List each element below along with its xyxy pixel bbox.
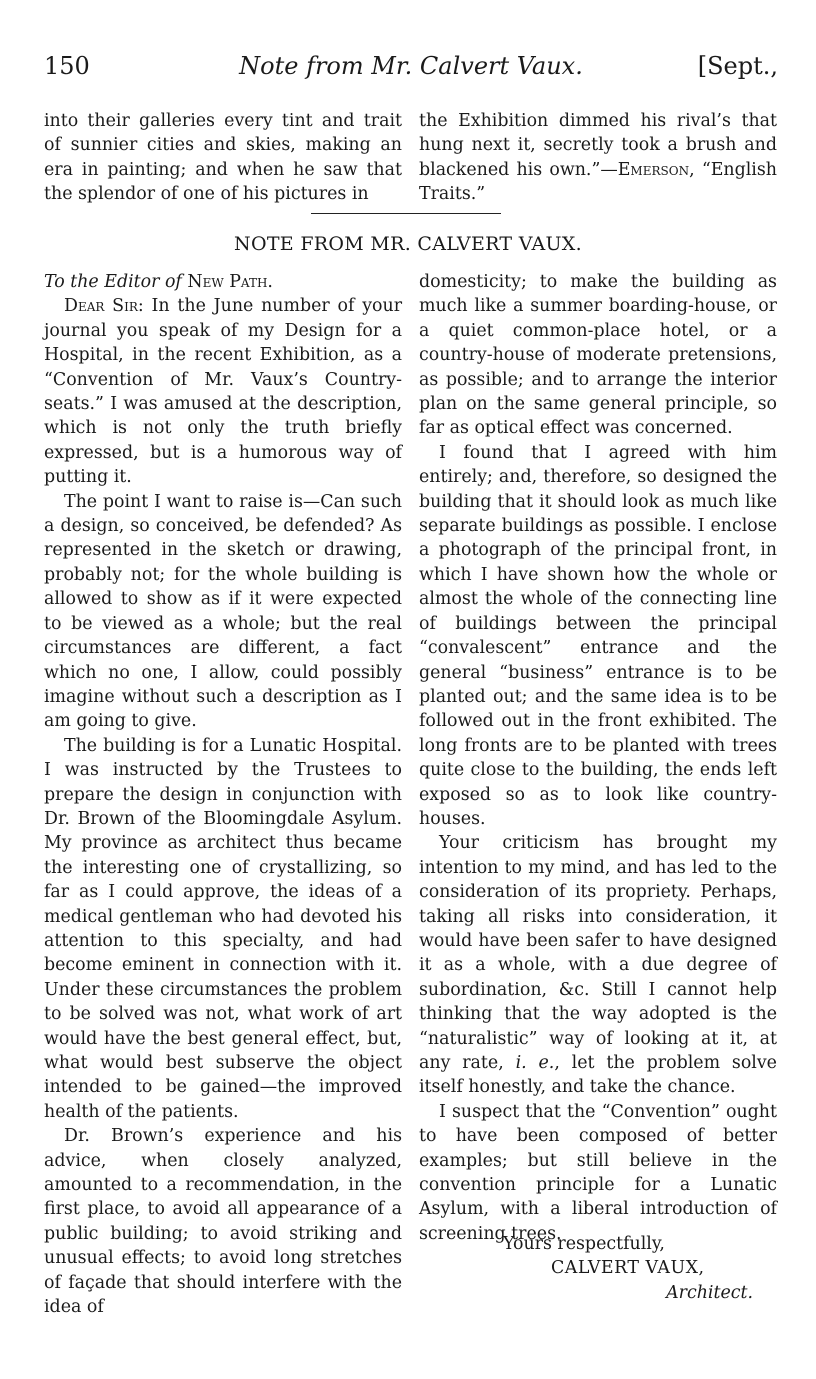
prior-article-source: , “English Traits.” [419, 159, 777, 205]
paragraph-5: I found that I agreed with him entirely; and, therefore, so designed the building that it should look as much like separate buildings as possible. I enclose a photograph of the principal front, in which I have shown how the whole or almost the whole of the connecting line of buildings between the principal “convalescent” entrance and the general “business” entrance is to be planted out; and the same idea is to be followed out in the front exhibited. The long fronts are to be planted with trees quite close to the building, the ends left exposed so as to look like country-houses. [419, 442, 777, 829]
section-divider [311, 213, 501, 214]
article-left-column [44, 270, 402, 1319]
greeting: Dear Sir [64, 296, 138, 317]
author-role: Architect. [666, 1282, 753, 1303]
paragraph-3: The building is for a Lunatic Hospital. I was instructed by the Trustees to prepare the design in conjunction with Dr. Brown of the Bloomingdale Asylum. My province as architect thus became the interesting one of crystallizing, so far as I could approve, the ideas of a medical gentleman who had devoted his attention to this specialty, and had become eminent in connection with it. Under these circumstances the problem to be solved was not, what work of art would have the best general effect, but, what would best subserve the object intended to be gained—the improved health of the patients. [44, 735, 402, 1122]
prior-article-left-text: into their galleries every tint and trait of sunnier cities and skies, making an era in painting; and when he saw that the splendor of one of his pictures in [44, 111, 402, 205]
prior-article-left-column [44, 109, 402, 207]
prior-article-quote: the Exhibition dimmed his rival’s that hung next it, secretly took a brush and blackened his own.”— [419, 111, 777, 180]
paragraph-6-text: Your criticism has brought my intention to my mind, and has led to the consideration of its propriety. Perhaps, taking all risks into consideration, it would have been safer to have designed it as a whole, with a due degree of subordination, &c. Still I cannot help thinking that the way adopted is the “naturalistic” way of looking at it, at any rate, [419, 833, 777, 1073]
journal-name: New Path. [187, 272, 273, 292]
prior-article-author: Emerson [617, 159, 690, 180]
paragraph-6-tail: , let the problem solve itself honestly, and take the chance. [419, 1053, 777, 1098]
paragraph-2: The point I want to raise is—Can such a design, so conceived, be defended? As represented in the sketch or drawing, probably not; for the whole building is allowed to show as if it were expected to be viewed as a whole; but the real circumstances are different, a fact which no one, I allow, could possibly imagine without such a description as I am going to give. [44, 491, 402, 732]
closing-block [419, 1232, 777, 1305]
running-title: Note from Mr. Calvert Vaux. [239, 52, 583, 80]
paragraph-6 [419, 831, 777, 1099]
running-month: [Sept., [697, 52, 778, 80]
prior-article-right-text [419, 109, 777, 207]
prior-article-right-column [419, 109, 777, 207]
running-head [44, 52, 778, 86]
salutation-prefix: To the Editor of [44, 272, 182, 292]
author-name: CALVERT VAUX, [551, 1258, 705, 1279]
article-title: NOTE FROM MR. CALVERT VAUX. [234, 233, 582, 255]
page-number: 150 [44, 52, 90, 80]
paragraph-1-text: : In the June number of your journal you speak of my Design for a Hospital, in the recent Exhibition, as a “Convention of Mr. Vaux’s Country-seats.” I was amused at the description, which is not only the truth briefly expressed, but is a humorous way of putting it. [44, 296, 403, 488]
valediction: Yours respectfully, [503, 1234, 665, 1254]
ie-abbreviation: i. e. [515, 1053, 555, 1073]
paragraph-7: I suspect that the “Convention” ought to have been composed of better examples; but still believe in the convention principle for a Lunatic Asylum, with a liberal introduction of screening trees. [419, 1101, 777, 1244]
paragraph-4-continued: domesticity; to make the building as much like a summer boarding-house, or a quiet common-place hotel, or a country-house of moderate pretensions, as possible; and to arrange the interior plan on the same general principle, so far as optical effect was concerned. [419, 272, 777, 439]
paragraph-1 [44, 294, 402, 489]
paragraph-4: Dr. Brown’s experience and his advice, when closely analyzed, amounted to a recommendation, in the first place, to avoid all appearance of a public building; to avoid striking and unusual effects; to avoid long stretches of façade that should interfere with the idea of [44, 1126, 402, 1318]
salutation [44, 270, 402, 294]
article-right-column [419, 270, 777, 1246]
